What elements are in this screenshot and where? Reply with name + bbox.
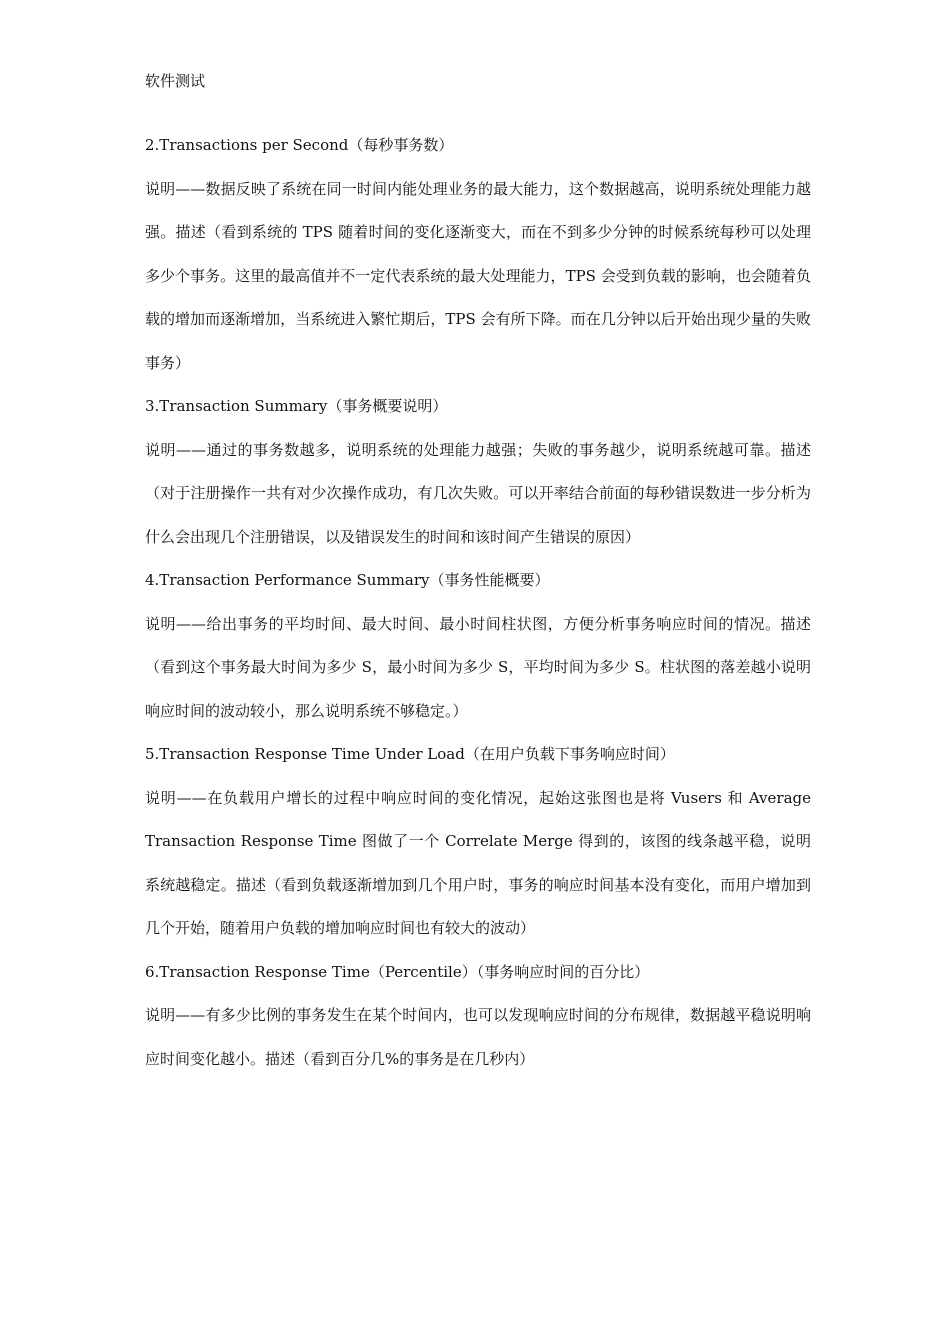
section-body: 说明——在负载用户增长的过程中响应时间的变化情况，起始这张图也是将 Vusers 和 Average Transaction Response Time 图做了一个 Correlate Merge 得到的，该图的线条越平稳，说明系统越稳定。描述（看到负载逐渐增加到几个用户时，事务的响应时间基本没有变化，而用户增加到几个开始，随着用户负载的增加响应时间也有较大的波动） — [145, 788, 811, 937]
section-heading: 5.Transaction Response Time Under Load（在用户负载下事务响应时间） — [145, 745, 675, 763]
section-heading: 2.Transactions per Second（每秒事务数） — [145, 136, 454, 154]
section-heading: 4.Transaction Performance Summary（事务性能概要） — [145, 571, 550, 589]
page-header: 软件测试 — [145, 72, 206, 90]
section — [145, 559, 811, 733]
section-body: 说明——有多少比例的事务发生在某个时间内，也可以发现响应时间的分布规律，数据越平稳说明响应时间变化越小。描述（看到百分几%的事务是在几秒内） — [145, 1006, 811, 1068]
section-body: 说明——数据反映了系统在同一时间内能处理业务的最大能力，这个数据越高，说明系统处理能力越强。描述（看到系统的 TPS 随着时间的变化逐渐变大，而在不到多少分钟的时候系统每秒可以处理多少个事务。这里的最高值并不一定代表系统的最大处理能力，TPS 会受到负载的影响，也会随着负载的增加而逐渐增加，当系统进入繁忙期后，TPS 会有所下降。而在几分钟以后开始出现少量的失败事务） — [145, 179, 811, 372]
section-body: 说明——通过的事务数越多，说明系统的处理能力越强；失败的事务越少，说明系统越可靠。描述（对于注册操作一共有对少次操作成功，有几次失败。可以开率结合前面的每秒错误数进一步分析为什么会出现几个注册错误，以及错误发生的时间和该时间产生错误的原因） — [145, 440, 811, 546]
section-heading: 3.Transaction Summary（事务概要说明） — [145, 397, 448, 415]
section — [145, 951, 811, 1082]
section-body: 说明——给出事务的平均时间、最大时间、最小时间柱状图，方便分析事务响应时间的情况。描述（看到这个事务最大时间为多少 S，最小时间为多少 S，平均时间为多少 S。柱状图的落差越小说明响应时间的波动较小，那么说明系统不够稳定。） — [145, 614, 811, 720]
section — [145, 385, 811, 559]
section — [145, 733, 811, 951]
document-page — [145, 66, 811, 1081]
section-heading: 6.Transaction Response Time（Percentile）（事务响应时间的百分比） — [145, 962, 650, 981]
section — [145, 124, 811, 385]
